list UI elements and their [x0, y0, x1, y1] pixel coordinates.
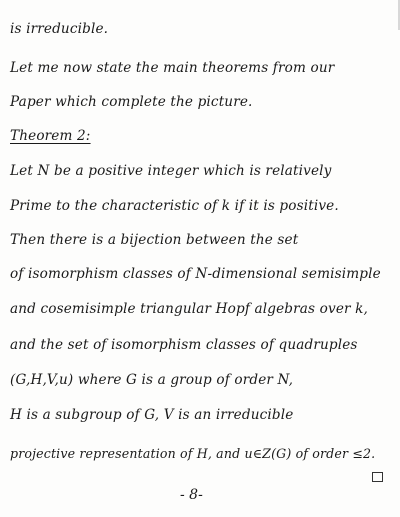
- text-line-1: is irreducible.: [10, 21, 109, 37]
- text-line-3: Paper which complete the picture.: [10, 94, 253, 110]
- theorem-heading: Theorem 2:: [10, 128, 91, 144]
- text-line-8: of isomorphism classes of N-dimensional semisimple: [10, 266, 381, 282]
- text-line-12: H is a subgroup of G, V is an irreducible: [10, 407, 294, 423]
- qed-box: [372, 472, 383, 482]
- page-number: - 8-: [180, 487, 203, 503]
- text-line-2: Let me now state the main theorems from our: [10, 60, 335, 76]
- text-line-5: Let N be a positive integer which is relatively: [10, 163, 332, 179]
- text-line-9: and cosemisimple triangular Hopf algebras over k,: [10, 301, 368, 317]
- text-line-11: (G,H,V,u) where G is a group of order N,: [10, 372, 294, 388]
- text-line-7: Then there is a bijection between the set: [10, 232, 299, 248]
- text-line-13: projective representation of H, and u∈Z(G) of order ≤2.: [10, 446, 376, 461]
- text-line-10: and the set of isomorphism classes of quadruples: [10, 337, 358, 353]
- text-line-6: Prime to the characteristic of k if it is positive.: [10, 198, 339, 214]
